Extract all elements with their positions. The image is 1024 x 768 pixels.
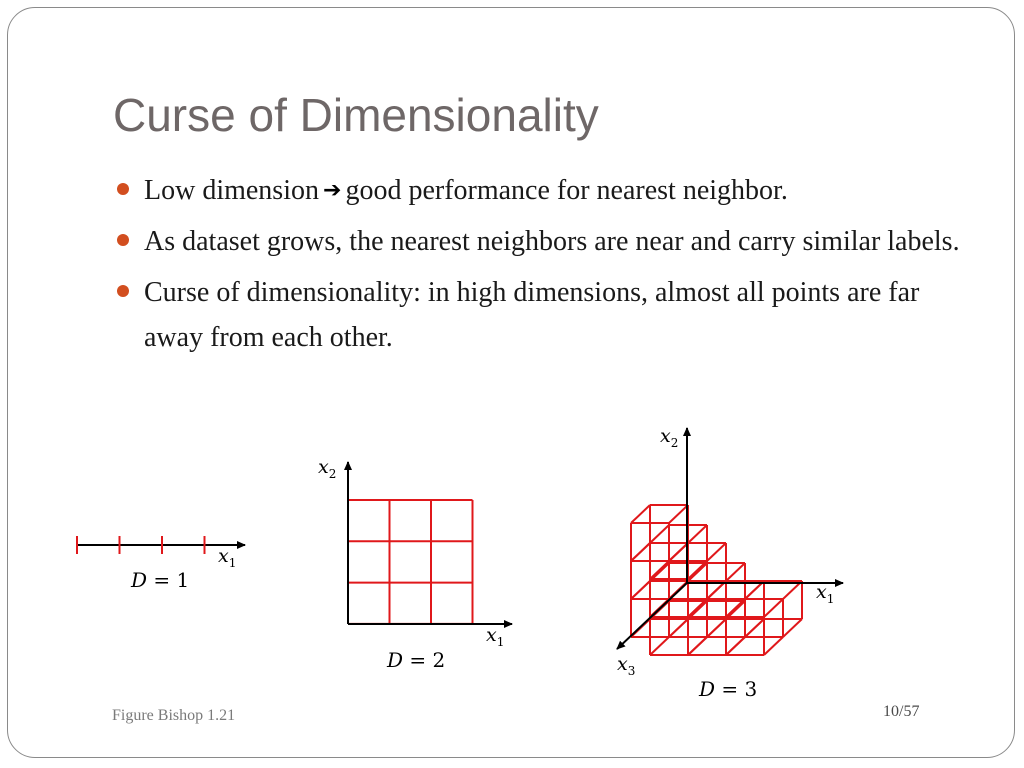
d2-y-label: $x_2$	[318, 456, 337, 481]
d3-cube-edge	[745, 619, 764, 637]
figure-credit: Figure Bishop 1.21	[112, 707, 236, 724]
d2-grid	[348, 500, 473, 624]
d3-cube-edge	[783, 619, 802, 637]
d2-x-label: $x_1$	[486, 624, 505, 649]
d3-cube-edge	[688, 563, 707, 581]
d3-x1-label: $x_1$	[816, 581, 835, 606]
d3-cubes	[631, 505, 802, 655]
slide-title: Curse of Dimensionality	[113, 89, 599, 141]
d3-cube-edge	[669, 619, 688, 637]
d1-caption: D = 1	[131, 568, 190, 592]
d3-x3-label: $x_3$	[617, 653, 636, 678]
d3-caption: D = 3	[699, 677, 758, 701]
d3-cube-edge	[631, 543, 650, 561]
d3-cube-edge	[650, 525, 669, 543]
diagram-d1	[77, 536, 245, 592]
d3-cube-edge	[650, 561, 669, 579]
bullet-text: Curse of dimensionality: in high dimensions, almost all points are far away from each other.	[144, 277, 920, 353]
d3-x2-label: $x_2$	[660, 425, 679, 450]
d3-cube-edge	[688, 525, 707, 543]
page-number: 10/57	[883, 703, 920, 720]
d3-cube-edge	[707, 619, 726, 637]
bullet-text-before: Low dimension	[144, 175, 319, 206]
d2-caption: D = 2	[387, 648, 446, 672]
right-arrow-icon: ➔	[323, 178, 342, 203]
d3-cube-edge	[631, 581, 650, 599]
d3-cube-edge	[764, 637, 783, 655]
diagram-d2	[318, 456, 512, 672]
d3-cube-edge	[631, 505, 650, 523]
d3-cube-edge	[726, 563, 745, 581]
d3-cube-edge	[669, 505, 688, 523]
d3-cube-edge	[650, 637, 669, 655]
d3-cube-edge	[669, 543, 688, 561]
d3-cube-edge	[707, 543, 726, 561]
d3-cube-edge	[764, 599, 783, 617]
bullet-text-after: good performance for nearest neighbor.	[345, 175, 788, 206]
diagram-d3	[617, 425, 843, 701]
d3-cube-edge	[726, 637, 745, 655]
d3-cube-edge	[688, 637, 707, 655]
bullet-text: As dataset grows, the nearest neighbors are near and carry similar labels.	[144, 226, 960, 257]
d1-axis-label: $x_1$	[218, 545, 237, 570]
